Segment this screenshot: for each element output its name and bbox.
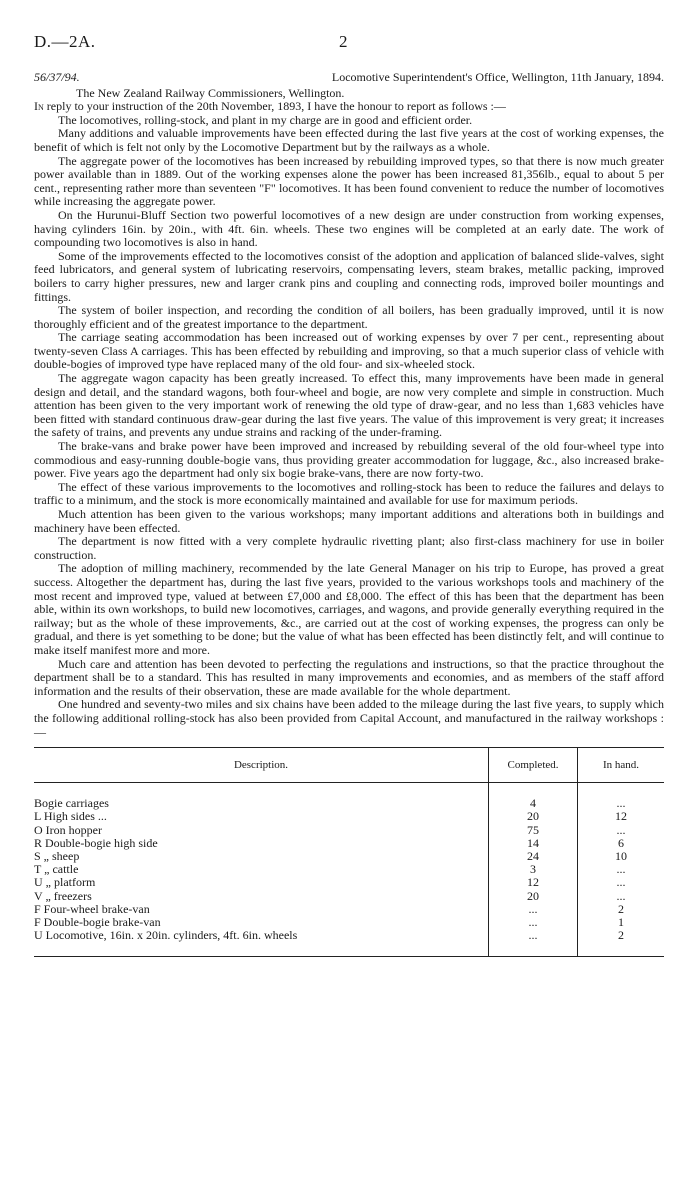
table-row	[34, 850, 664, 863]
page-header	[34, 32, 664, 56]
table-row	[34, 916, 664, 929]
letter-opening	[34, 100, 664, 114]
table-row	[34, 810, 664, 823]
row-description: Bogie carriages	[34, 797, 109, 811]
row-description: V „ freezers	[34, 889, 92, 903]
row-completed: ...	[489, 929, 578, 942]
page-number: 2	[339, 32, 348, 51]
header-in-hand: In hand.	[578, 748, 665, 783]
letter-place-date: Locomotive Superintendent's Office, Wellington, 11th January, 1894.	[331, 70, 664, 84]
row-description: U „ platform	[34, 876, 96, 890]
table-row	[34, 837, 664, 850]
paragraph: Many additions and valuable improvements have been effected during the last five years at the cost of working expenses, the benefit of which is felt not only by the Locomotive Department but by the railways as a whole.	[34, 126, 664, 154]
paragraph: On the Hurunui-Bluff Section two powerful locomotives of a new design are under construction from working expenses, having cylinders 16in. by 20in., with 4ft. 6in. wheels. These two engines will be completed at an early date. The work of compounding two locomotives is also in hand.	[34, 207, 664, 250]
table-row	[34, 903, 664, 916]
paragraph: The locomotives, rolling-stock, and plant in my charge are in good and efficient order.	[58, 112, 473, 127]
letter-body	[34, 100, 664, 739]
table-body	[34, 783, 664, 957]
row-in-hand: ...	[616, 822, 626, 837]
table-row	[34, 824, 664, 837]
header-completed: Completed.	[489, 748, 578, 783]
row-completed: 20	[489, 810, 578, 823]
row-completed: 14	[489, 837, 578, 850]
row-in-hand: 6	[618, 835, 624, 850]
row-description: T „ cattle	[34, 863, 79, 877]
table-row	[34, 876, 664, 889]
row-in-hand: 2	[618, 928, 624, 943]
row-completed: ...	[489, 916, 578, 929]
paragraph: Much attention has been given to the various workshops; many important additions and alterations both in buildings and machinery have been effected.	[34, 507, 664, 535]
row-description: S „ sheep	[34, 849, 80, 863]
paragraph: The brake-vans and brake power have been improved and increased by rebuilding several of the old four-wheel type into commodious and easy-running double-bogie vans, thus providing greater accommodation for luggage, &c., also increased brake-power. Five years ago the department had only six bogie brake-vans, there are now forty-two.	[34, 439, 664, 481]
paragraph: The carriage seating accommodation has been increased out of working expenses by over 7 per cent., representing about twenty-seven Class A carriages. This has been effected by rebuilding and improving, so that a much superior class of vehicle with double-bogies of improved type have replaced many of the old four- and six-wheeled stock.	[34, 330, 664, 372]
row-description: F Four-wheel brake-van	[34, 902, 150, 916]
row-in-hand: 10	[615, 848, 627, 863]
paragraph: One hundred and seventy-two miles and six chains have been added to the mileage during the last five years, to supply which the following additional rolling-stock has also been provided from Capital Account, and manufactured in the railway workshops :—	[34, 697, 664, 739]
paragraph: The department is now fitted with a very complete hydraulic rivetting plant; also first-class machinery for use in boiler construction.	[34, 534, 664, 562]
row-in-hand: ...	[616, 888, 626, 903]
letter-reference-line	[34, 70, 664, 87]
row-completed: 12	[489, 876, 578, 889]
row-completed: 24	[489, 850, 578, 863]
row-completed: 75	[489, 824, 578, 837]
paragraph: The adoption of milling machinery, recommended by the late General Manager on his trip to Europe, has proved a great success. Altogether the department has, during the last five years, provided to the various workshops tools and machinery of the most recent and improved type, valued at between £7,000 and £8,000. The effect of this has been that the department has been able, within its own workshops, to build new locomotives, carriages, and wagons, and provide generally everything required in the railway; but as the whole of these improvements, &c., are carried out at the cost of working expenses, the progress can only be gradual, and there is yet something to be done; but the value of what has been effected has been distinctly felt, and will continue to make itself manifest more and more.	[34, 561, 664, 657]
row-completed: 20	[489, 890, 578, 903]
opening-rest: reply to your instruction of the 20th November, 1893, I have the honour to report as follows :—	[43, 99, 506, 114]
letter-reference: 56/37/94.	[34, 70, 80, 84]
document-id: D.—2A.	[34, 32, 96, 51]
table-row	[34, 797, 664, 810]
row-in-hand: ...	[616, 796, 626, 811]
paragraph: The aggregate power of the locomotives has been increased by rebuilding improved types, so that there is now much greater power available than in 1889. Out of the working expenses alone the power has been increased 81,356lb., equal to about 5 per cent., representing rather more than seventeen "F" locomotives. It has been found convenient to reduce the number of locomotives while increasing the aggregate power.	[34, 153, 664, 209]
header-description: Description.	[34, 748, 489, 783]
table-spacer-row	[34, 783, 664, 798]
document-page	[34, 32, 664, 957]
row-description: R Double-bogie high side	[34, 836, 158, 850]
table-row	[34, 863, 664, 876]
rolling-stock-table	[34, 747, 664, 957]
row-in-hand: ...	[616, 875, 626, 890]
row-in-hand: 1	[618, 914, 624, 929]
row-description: U Locomotive, 16in. x 20in. cylinders, 4ft. 6in. wheels	[34, 929, 298, 943]
row-in-hand: 12	[615, 809, 627, 824]
table-spacer-row	[34, 942, 664, 957]
row-completed: 4	[489, 797, 578, 810]
paragraph: The effect of these various improvements to the locomotives and rolling-stock has been to reduce the failures and delays to traffic to a minimum, and the stock is more economically maintained and available for use for maximum periods.	[34, 479, 664, 508]
row-description: L High sides ...	[34, 810, 107, 824]
row-in-hand: ...	[616, 862, 626, 877]
table-row	[34, 929, 664, 942]
opening-word: In	[34, 99, 44, 114]
row-description: O Iron hopper	[34, 823, 102, 837]
table-header-row	[34, 748, 664, 783]
row-in-hand: 2	[618, 901, 624, 916]
row-completed: 3	[489, 863, 578, 876]
paragraph: Much care and attention has been devoted to perfecting the regulations and instructions, so that the practice throughout the department shall be to a standard. This has resulted in many improvements and economies, and as members of the staff afford information and the results of their observation, these are made available for the whole department.	[34, 656, 664, 698]
paragraph: Some of the improvements effected to the locomotives consist of the adoption and application of balanced slide-valves, sight feed lubricators, and general system of lubricating reservoirs, compensating levers, steam brakes, metallic packing, improved boilers to carry higher pressures, new and larger crank pins and coupling and connecting rods, improved boiler mountings and fittings.	[34, 248, 664, 304]
row-description: F Double-bogie brake-van	[34, 915, 161, 929]
paragraph: The aggregate wagon capacity has been greatly increased. To effect this, many improvements have been made in general design and detail, and the standard wagons, both four-wheel and bogie, are now very complete and simple in construction. Much attention has been given to the very important work of renewing the old type of draw-gear, and no less than 1,683 vehicles have been fitted with standard continuous draw-gear during the last five years. The value of this improvement is very great; it increases the safety of trains, and prevents any undue strains and racking of the under-framing.	[34, 371, 664, 440]
table-row	[34, 890, 664, 903]
row-completed: ...	[489, 903, 578, 916]
letter-addressee: The New Zealand Railway Commissioners, Wellington.	[76, 86, 345, 100]
paragraph: The system of boiler inspection, and recording the condition of all boilers, has been gradually improved, until it is now thoroughly efficient and of the greatest importance to the department.	[34, 303, 664, 331]
